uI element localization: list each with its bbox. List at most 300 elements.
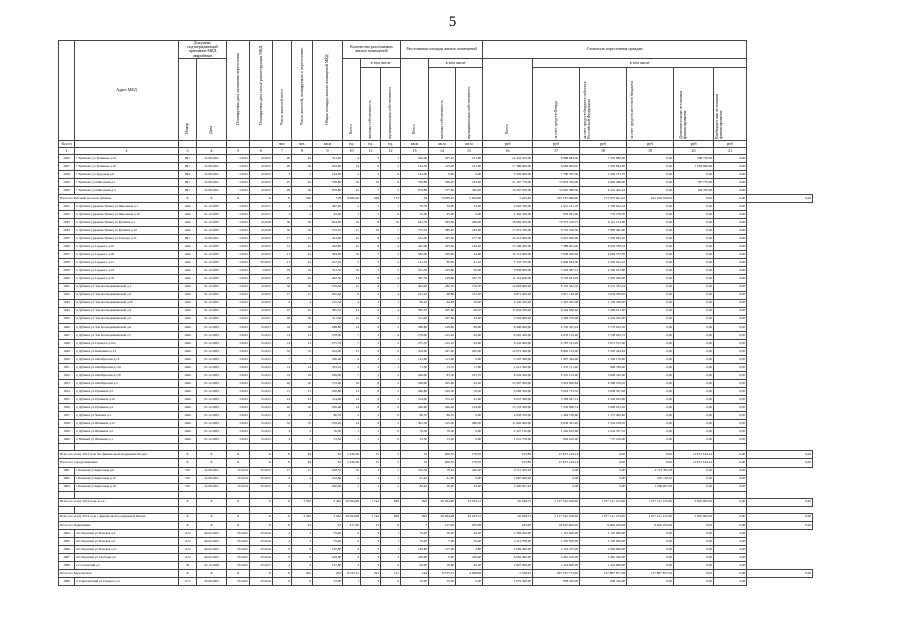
table-cell: I.2015 [227,412,250,420]
table-cell: 2 [273,211,292,219]
table-cell: 9 609 250,00 [580,521,627,529]
table-cell: I.2015 [227,404,250,412]
table-cell: 3 [292,428,313,436]
table-cell [533,491,580,498]
table-cell: 64,20 [429,299,456,307]
unit-cell: руб [483,140,533,147]
table-cell: 209 [361,194,381,202]
header-cost-local: за счет средств местного бюджета [627,67,674,140]
table-cell: 0,00 [714,498,747,506]
table-cell: 01.12.2003 [197,355,227,363]
table-cell: 8 [361,283,381,291]
table-row [59,529,813,537]
table-cell: 164 700,00 [674,186,714,194]
table-cell [627,506,674,513]
table-cell [381,444,401,451]
table-cell: 0,00 [627,331,674,339]
table-cell: 891 [179,235,197,243]
table-cell: 1958 [59,420,75,428]
table-row [59,235,813,243]
table-cell: 316,50 [401,467,429,475]
table-cell: 3 [292,537,313,545]
table-cell: 5 308 647,14 [533,396,580,404]
table-cell: 1042 [179,388,197,396]
table-cell: 205,10 [429,154,456,162]
table-cell: 3 [381,162,401,170]
header-area-municipal: муниципальная собственность [456,67,483,140]
table-cell: II.2015 [250,186,273,194]
table-cell: I.2015 [227,380,250,388]
table-cell: 0,00 [456,428,483,436]
table-cell: 0,00 [674,483,714,491]
header-rooms-group: Количество расселяемых жилых помещений [343,41,401,59]
table-cell: I.2015 [227,227,250,235]
table-cell: IV.2015 [227,545,250,553]
table-cell: 01.12.2003 [197,331,227,339]
table-cell: 1966 [59,545,75,553]
table-cell: I.2015 [250,267,273,275]
table-cell: II.2015 [250,307,273,315]
unit-cell: кв.м [401,140,429,147]
table-cell: 3 [381,251,401,259]
table-cell: 1 191 900,00 [580,529,627,537]
table-row [59,380,813,388]
table-cell [429,491,456,498]
table-cell: IV.2014 [227,467,250,475]
header-rooms-total: Всего [343,58,361,140]
table-cell: 0,00 [714,578,747,586]
table-cell: 0,00 [674,412,714,420]
table-cell: 3 [343,363,361,371]
table-cell: 13 [292,331,313,339]
table-cell: 0,00 [674,537,714,545]
table-cell: 0,00 [627,186,674,194]
table-cell: 7 809 495,60 [580,227,627,235]
col-number: 3 [179,147,197,154]
table-cell: 120,80 [313,545,343,553]
table-row [59,553,813,561]
table-row [59,483,813,491]
table-cell: 71,50 [401,363,429,371]
table-cell: 13 508 450,00 [483,243,533,251]
table-cell: IV.2015 [227,562,250,570]
table-cell: 2 260 697,93 [483,483,533,491]
table-cell: I.2015 [227,170,250,178]
table-cell [313,506,343,513]
table-cell: 1042 [179,219,197,227]
table-cell: 1042 [179,420,197,428]
table-cell: 35 [292,420,313,428]
table-cell: 45,00 [313,211,343,219]
unit-cell: руб [627,140,674,147]
table-cell: 1 997 364,06 [533,355,580,363]
table-cell: X [197,194,227,202]
table-cell: 612,70 [401,219,429,227]
table-cell: 1 191 900,00 [533,529,580,537]
table-cell: 19 [273,267,292,275]
table-cell: 0,00 [627,388,674,396]
table-cell [197,491,227,498]
table-cell [714,506,747,513]
address-cell: п Дубенка ул Пушкина д.10 [75,396,179,404]
table-cell: 3 [361,355,381,363]
table-cell: 0,00 [456,475,483,483]
table-cell: IV.2015 [227,553,250,561]
table-cell: 1947 [59,331,75,339]
table-cell: 1968 [59,562,75,570]
table-cell: 4 592 012,88 [580,267,627,275]
table-cell: 01.12.2003 [197,243,227,251]
table-cell: 6 802 133,00 [533,347,580,355]
table-cell: 2 [381,562,401,570]
table-cell: II.2015 [250,436,273,444]
table-cell: 21 [292,251,313,259]
table-cell: 9 409 250,00 [627,521,674,529]
table-cell: 6 889 684,50 [533,154,580,162]
table-cell: 4 [381,235,401,243]
table-cell: I.2015 [227,203,250,211]
table-cell: 01.12.2003 [197,323,227,331]
table-cell: 1042 [179,404,197,412]
table-cell: 1042 [179,203,197,211]
table-cell: 0,00 [627,275,674,283]
table-cell: 293,60 [313,162,343,170]
table-cell: 12 119 650,00 [483,275,533,283]
table-cell: 9 715 302,28 [627,467,674,475]
table-cell: 35 [273,420,292,428]
table-cell: 0,00 [627,307,674,315]
table-cell: 0,00 [627,404,674,412]
table-cell: 2 [343,203,361,211]
table-cell: 0,00 [674,267,714,275]
table-cell: 1 [381,203,401,211]
address-cell: п Дубенка ул Горького д.10 [75,243,179,251]
unit-cell: кв.м [429,140,456,147]
address-cell: п Дубенка ул Горького д.21 [75,259,179,267]
table-cell: 8 [361,404,381,412]
table-cell: 14 [343,404,361,412]
table-cell: 3 [381,553,401,561]
table-cell: 53,50 [429,436,456,444]
table-cell: 0,00 [674,194,714,202]
table-cell: 460,30 [429,451,456,459]
table-cell: 199,80 [429,323,456,331]
table-cell: 8 [361,235,381,243]
table-cell: 697 118,52 [627,475,674,483]
table-cell: 101,00 [456,162,483,170]
table-cell: 0,00 [714,412,747,420]
unit-cell: ед. [381,140,401,147]
table-cell: 1042 [179,299,197,307]
table-cell: 8 204 500,00 [483,372,533,380]
table-cell: 4 [292,299,313,307]
table-cell: 1 651 101,18 [533,203,580,211]
table-cell [313,444,343,451]
table-cell: 0,00 [714,388,747,396]
table-cell: 6 341 402,44 [580,186,627,194]
table-cell: 4 [381,331,401,339]
table-cell: 149,40 [456,243,483,251]
table-cell: 0,00 [674,475,714,483]
table-cell: 247,70 [456,275,483,283]
col-number: 21 [714,147,747,154]
table-cell: 232,00 [483,521,533,529]
table-cell: 1 392 500,00 [483,211,533,219]
table-cell: X [227,498,250,506]
table-cell: 56 264,98 [343,498,361,506]
table-cell: 5 309 279,00 [533,315,580,323]
table-cell: 9 025 000,00 [533,235,580,243]
table-cell: 0,00 [714,428,747,436]
table-cell: 01.12.2003 [197,404,227,412]
table-cell: 0 [381,436,401,444]
table-cell: 572,10 [313,227,343,235]
table-cell: 23 [313,521,343,529]
table-cell [361,444,381,451]
table-cell: 17 451 250,00 [483,227,533,235]
table-cell: 5 896 931,26 [580,404,627,412]
table-row [59,219,813,227]
table-cell: 13 819 520,00 [533,178,580,186]
table-cell: 720 [179,475,197,483]
col-number: 16 [483,147,533,154]
table-cell: 0,00 [429,170,456,178]
table-cell: 9 [361,219,381,227]
unit-cell: кв.м [313,140,343,147]
table-cell: 28 [292,315,313,323]
unit-cell: кв.м [456,140,483,147]
table-cell: 17 [292,235,313,243]
table-cell: 0,00 [674,203,714,211]
table-cell [250,491,273,498]
table-cell: 4 555 155,00 [533,372,580,380]
table-cell: 9 [292,553,313,561]
table-cell: 1 292 812,68 [533,428,580,436]
table-cell: 23 [292,396,313,404]
table-cell: 14 [273,363,292,371]
table-cell [627,444,674,451]
table-cell: 13 [292,339,313,347]
table-cell: 320,00 [429,251,456,259]
table-cell: 0,00 [580,459,627,467]
table-row [59,227,813,235]
table-cell: 0,00 [627,267,674,275]
table-cell: 0,00 [456,211,483,219]
table-cell: 7 332 889,66 [580,154,627,162]
units-row [59,140,813,147]
table-cell: II.2017 [250,315,273,323]
table-cell: 2 [381,259,401,267]
table-cell: 12 [273,243,292,251]
table-cell: 1042 [179,283,197,291]
table-cell [429,444,456,451]
table-row [59,315,813,323]
table-cell: 1959 [59,428,75,436]
table-cell: 1042 [179,331,197,339]
subtotal-row [59,513,813,521]
table-cell: 23 [292,154,313,162]
table-cell: 838 250,00 [533,578,580,586]
header-cost-total: Всего [483,58,533,140]
table-cell: 1 [381,355,401,363]
table-cell: 3 671 572,30 [580,339,627,347]
table-cell: 137,80 [313,562,343,570]
table-cell: 17 380 900,00 [483,162,533,170]
table-cell: 0,00 [580,467,627,475]
table-cell: 1928 [59,170,75,178]
table-row [59,404,813,412]
table-cell: 2 [343,475,361,483]
address-cell: п Дубенка ул Зои Космодемьянской д.3б [75,299,179,307]
table-cell: 269,00 [313,372,343,380]
table-cell: 799,80 [401,178,429,186]
table-cell: 1 897 600,00 [483,475,533,483]
table-cell: X [179,521,197,529]
table-cell: 1 744 [361,513,381,521]
table-cell: X [273,498,292,506]
table-cell: 8 [361,380,381,388]
table-cell: 1927 [59,162,75,170]
table-cell: 5 [381,267,401,275]
table-cell: 1042 [179,355,197,363]
table-cell: 384,00 [401,251,429,259]
table-cell: I.2015 [227,162,250,170]
table-cell: 1941 [59,283,75,291]
table-cell: 8 281 400,00 [483,331,533,339]
table-cell: IV.2015 [250,467,273,475]
table-cell: 0,00 [714,323,747,331]
table-cell: 311,00 [313,315,343,323]
table-cell: 4 063 373,36 [580,251,627,259]
table-row [59,203,813,211]
table-cell: I.2015 [227,355,250,363]
table-cell: 1955 [59,396,75,404]
spacer-row [59,506,813,513]
table-cell: II.2015 [250,154,273,162]
table-cell: 1964 [59,529,75,537]
table-cell: 1042 [179,363,197,371]
table-cell: 0,00 [747,459,813,467]
table-cell: 5 334 108,05 [580,420,627,428]
table-cell: 01.12.2003 [197,436,227,444]
table-cell: 164 [401,570,429,578]
table-cell: IV.2015 [227,537,250,545]
table-cell: 53,70 [429,363,456,371]
table-cell: 76,70 [401,203,429,211]
table-cell: 1 205 850,00 [580,537,627,545]
table-cell: 164,00 [313,170,343,178]
table-cell: 1969 [59,578,75,586]
table-cell: 228,60 [401,553,429,561]
table-cell [313,491,343,498]
table-cell: 428,70 [313,467,343,475]
table-cell: 4 633 135,28 [533,331,580,339]
table-cell: 0,00 [714,380,747,388]
table-cell: 895 [401,498,429,506]
table-cell: X [273,451,292,459]
table-cell: 1042 [179,380,197,388]
table-cell: 79,40 [401,529,429,537]
table-cell: 23 [292,521,313,529]
table-cell: 5 133 550,00 [483,259,533,267]
table-cell: 1042 [179,339,197,347]
table-cell: 0,00 [627,243,674,251]
table-cell: 0,00 [747,513,813,521]
table-cell: I.2015 [227,396,250,404]
col-number: 1 [59,147,75,154]
table-cell: 4 [292,203,313,211]
table-cell: 19 [292,267,313,275]
table-cell: 9 [273,553,292,561]
table-cell: 16 307 950,00 [483,186,533,194]
table-cell: X [227,194,250,202]
table-cell: 86,70 [401,412,429,420]
address-cell: п Дубенка ул Горького д.20 [75,251,179,259]
table-cell: 177,50 [456,235,483,243]
table-cell: II.2015 [250,291,273,299]
table-cell: 9 495 486,00 [580,178,627,186]
table-cell: 43,30 [456,380,483,388]
table-cell: 10 [361,227,381,235]
table-cell: 10 [401,459,429,467]
subtotal-row [59,570,813,578]
table-cell: X [197,513,227,521]
table-cell: 25 [292,178,313,186]
table-cell: 1 439 181,70 [580,170,627,178]
table-cell: I.2015 [227,428,250,436]
table-cell: I.2015 [227,347,250,355]
table-cell: 0,00 [674,553,714,561]
address-cell: г Кемлячи ул Береговая д.8 [75,467,179,475]
table-cell: 0,00 [627,372,674,380]
table-cell: 9 112 153,66 [580,219,627,227]
table-cell: 7 [273,355,292,363]
table-cell: 176,50 [456,459,483,467]
table-cell: 0 [381,211,401,219]
table-cell: 1 [361,529,381,537]
header-doc-date: Дата [197,58,227,140]
table-cell: 5 819 696,84 [533,380,580,388]
table-cell: 0,00 [627,323,674,331]
table-cell: 389,20 [429,227,456,235]
table-cell: 21 [273,259,292,267]
resettlement-table-wrapper [58,40,813,586]
table-row [59,412,813,420]
table-cell: 2 [381,483,401,491]
table-cell: 12 [343,186,361,194]
table-cell: 0,00 [674,283,714,291]
table-cell: 849 [381,498,401,506]
table-cell: 5 289 611,60 [580,307,627,315]
table-cell: 397,30 [401,275,429,283]
table-cell: 0,00 [714,259,747,267]
table-cell: 18 682 050,00 [483,219,533,227]
unit-cell: ед. [343,140,361,147]
table-row [59,331,813,339]
unit-cell: руб [674,140,714,147]
table-cell: 17 [292,291,313,299]
table-cell: 1942 [59,291,75,299]
table-cell: 10 397 000,00 [483,380,533,388]
table-cell: 25 [292,275,313,283]
table-cell: 202 [313,570,343,578]
table-cell: 3 [273,529,292,537]
table-cell: 01.12.2003 [197,211,227,219]
table-cell: 0,00 [714,483,747,491]
table-cell: 22.12.2008 [197,562,227,570]
table-cell: 0,00 [747,570,813,578]
table-cell: 55,00 [313,578,343,586]
